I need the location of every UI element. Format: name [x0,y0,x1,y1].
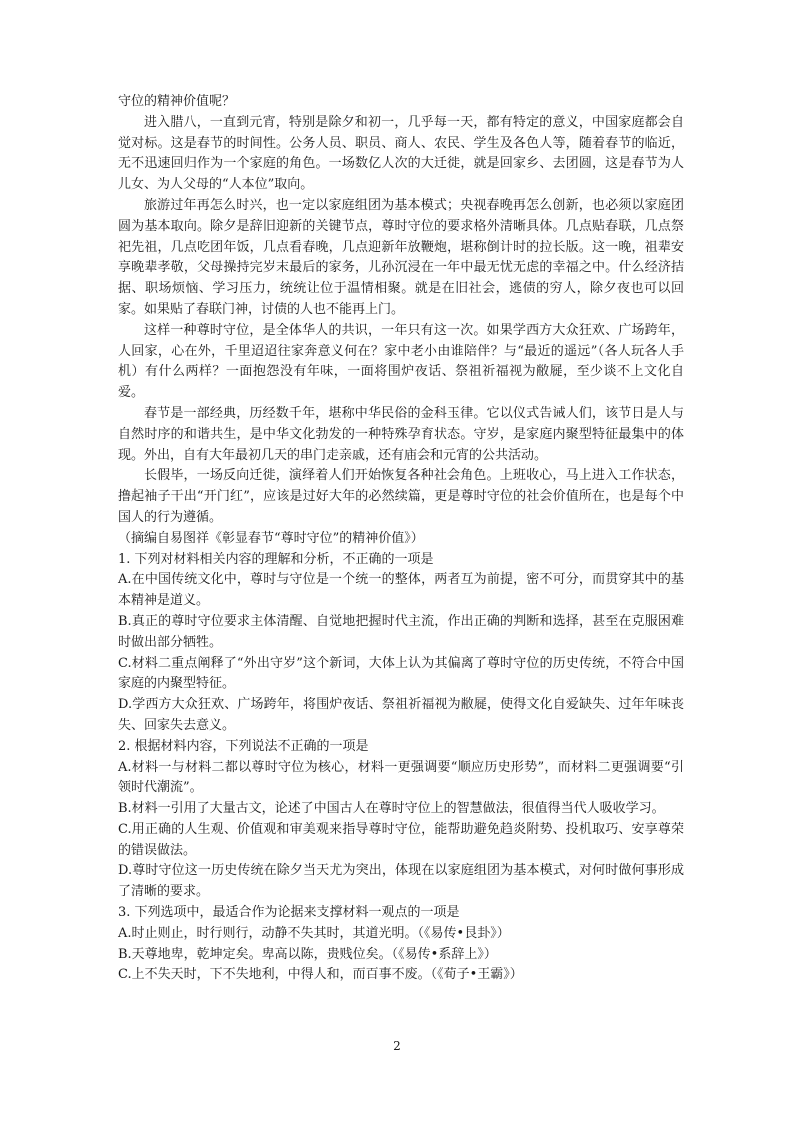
paragraph: 旅游过年再怎么时兴，也一定以家庭组团为基本模式；央视春晚再怎么创新，也必须以家庭团圆为基本取向。除夕是辞旧迎新的关键节点，尊时守位的要求格外清晰具体。几点贴春联，几点祭祀先祖，几点吃团年饭，几点看春晚，几点迎新年放鞭炮，堪称倒计时的拉长版。这一晚，祖辈安享晚辈孝敬，父母操持完岁末最后的家务，儿孙沉浸在一年中最无忧无虑的幸福之中。什么经济拮据、职场烦恼、学习压力，统统让位于温情相聚。就是在旧社会，逃债的穷人，除夕夜也可以回家。如果贴了春联门神，讨债的人也不能再上门。 [118,197,684,317]
question-2-option-b: B.材料一引用了大量古文，论述了中国古人在尊时守位上的智慧做法，很值得当代人吸收学习。 [118,801,665,817]
question-1-option-a: A.在中国传统文化中，尊时与守位是一个统一的整体，两者互为前提，密不可分，而贯穿其中的基本精神是道义。 [118,572,684,609]
question-2-option-c: C.用正确的人生观、价值观和审美观来指导尊时守位，能帮助避免趋炎附势、投机取巧、安享尊荣的错误做法。 [118,821,684,858]
question-3-option-a: A.时止则止，时行则行，动静不失其时，其道光明。（《易传•艮卦》） [118,925,510,941]
page-number: 2 [393,1039,401,1053]
source-citation: （摘编自易图祥《彰显春节“尊时守位”的精神价值》） [118,530,424,546]
question-3: 3. 下列选项中，最适合作为论据来支撑材料一观点的一项是 [118,905,460,921]
paragraph: 进入腊八，一直到元宵，特别是除夕和初一，几乎每一天，都有特定的意义，中国家庭都会自觉对标。这是春节的时间性。公务人员、职员、商人、农民、学生及各色人等，随着春节的临近，无不迅速回归作为一个家庭的角色。一场数亿人次的大迁徙，就是回家乡、去团圆，这是春节为人儿女、为人父母的“人本位”取向。 [118,114,684,193]
question-3-option-c: C.上不失天时，下不失地利，中得人和，而百事不废。（《荀子•王霸》） [118,967,523,983]
question-1-option-c: C.材料二重点阐释了“外出守岁”这个新词，大体上认为其偏离了尊时守位的历史传统，不符合中国家庭的内聚型特征。 [118,655,684,692]
question-2-option-a: A.材料一与材料二都以尊时守位为核心，材料一更强调要“顺应历史形势”，而材料二更强调要“引领时代潮流”。 [118,759,684,796]
question-1-option-d: D.学西方大众狂欢、广场跨年，将围炉夜话、祭祖祈福视为敝屣，使得文化自爱缺失、过年年味丧失、回家失去意义。 [118,697,684,733]
paragraph: 长假毕，一场反向迁徙，演绎着人们开始恢复各种社会角色。上班收心，马上进入工作状态，撸起袖子干出“开门红”，应该是过好大年的必然续篇，更是尊时守位的社会价值所在，也是每个中国人的行为遵循。 [118,468,684,525]
paragraph: 春节是一部经典，历经数千年，堪称中华民俗的金科玉律。它以仪式告诫人们，该节日是人与自然时序的和谐共生，是中华文化勃发的一种特殊孕育状态。守岁，是家庭内聚型特征最集中的体现。外出，自有大年最初几天的串门走亲戚，还有庙会和元宵的公共活动。 [118,405,684,463]
page-content [118,92,684,986]
question-3-option-b: B.天尊地卑，乾坤定矣。卑高以陈，贵贱位矣。（《易传•系辞上》） [118,946,497,962]
paragraph: 守位的精神价值呢？ [118,94,236,109]
question-2-option-d: D.尊时守位这一历史传统在除夕当天尤为突出，体现在以家庭组团为基本模式，对何时做何事形成了清晰的要求。 [118,863,684,900]
paragraph: 这样一种尊时守位，是全体华人的共识，一年只有这一次。如果学西方大众狂欢、广场跨年，人回家，心在外，千里迢迢往家奔意义何在？家中老小由谁陪伴？与“最近的遥远”（各人玩各人手机）有什么两样？一面抱怨没有年味，一面将围炉夜话、祭祖祈福视为敝屣，至少谈不上文化自爱。 [118,322,684,401]
question-1-option-b: B.真正的尊时守位要求主体清醒、自觉地把握时代主流，作出正确的判断和选择，甚至在克服困难时做出部分牺牲。 [118,613,684,650]
question-1: 1. 下列对材料相关内容的理解和分析，不正确的一项是 [118,551,434,567]
question-2: 2. 根据材料内容，下列说法不正确的一项是 [118,738,369,754]
